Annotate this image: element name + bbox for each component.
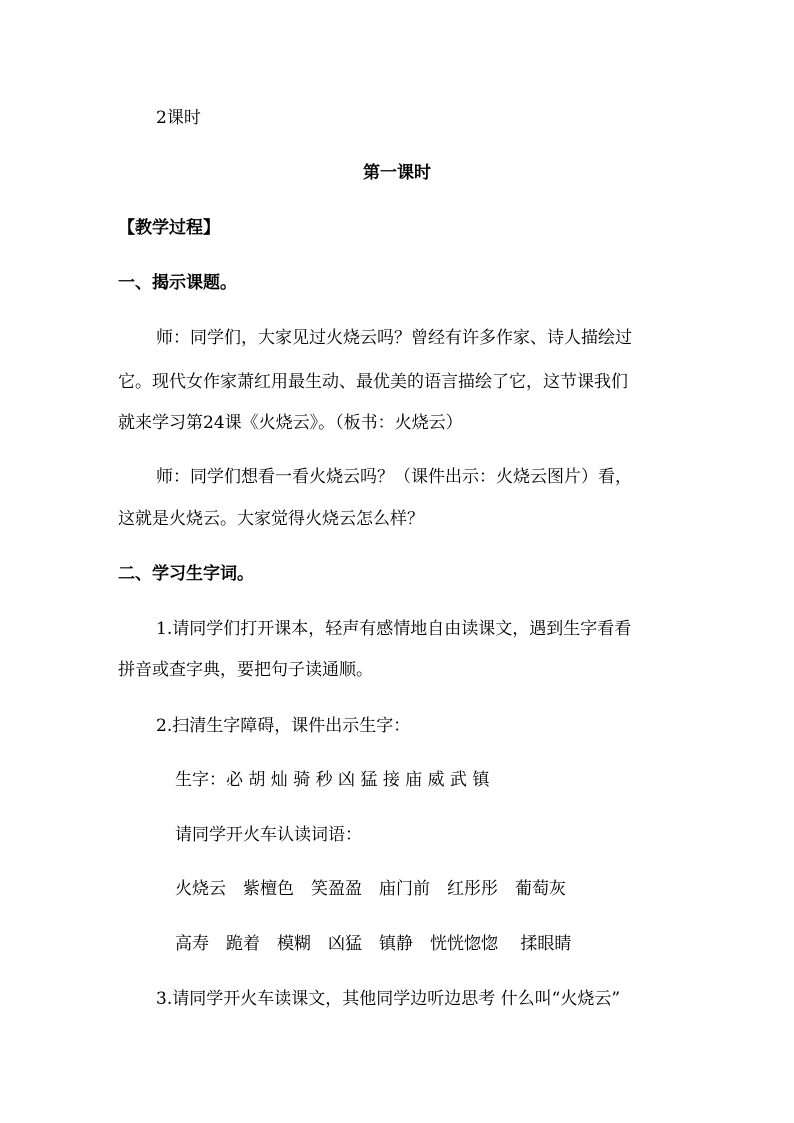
para2-line2: 这就是火烧云。大家觉得火烧云怎么样？: [118, 509, 424, 529]
part1-heading: 一、揭示课题。: [118, 273, 237, 293]
item1-line2: 拼音或查字典，要把句子读通顺。: [118, 660, 373, 680]
item1-line1: 1.请同学们打开课本，轻声有感情地自由读课文，遇到生字看看: [156, 619, 632, 639]
section-heading: 【教学过程】: [118, 218, 220, 238]
lesson-title: 第一课时: [363, 163, 431, 183]
words-row-2: 高寿 跪着 模糊 凶猛 镇静 恍恍惚惚 揉眼睛: [175, 934, 572, 954]
train-read-line: 请同学开火车认读词语：: [175, 825, 362, 845]
para1-line3: 就来学习第24课《火烧云》。（板书：火烧云）: [118, 413, 463, 433]
para1-line1: 师：同学们，大家见过火烧云吗？曾经有许多作家、诗人描绘过: [156, 328, 632, 348]
para1-line2: 它。现代女作家萧红用最生动、最优美的语言描绘了它，这节课我们: [118, 372, 628, 392]
item2-text: 2.扫清生字障碍，课件出示生字：: [156, 716, 411, 736]
item3-text: 3.请同学开火车读课文，其他同学边听边思考 什么叫“火烧云”: [156, 989, 621, 1009]
para2-line1: 师：同学们想看一看火烧云吗？（课件出示：火烧云图片）看，: [156, 467, 632, 487]
period-text: 2课时: [156, 108, 201, 128]
new-chars-line: 生字：必 胡 灿 骑 秒 凶 猛 接 庙 威 武 镇: [175, 770, 490, 790]
words-row-1: 火烧云 紫檀色 笑盈盈 庙门前 红彤彤 葡萄灰: [175, 879, 566, 899]
part2-heading: 二、学习生字词。: [118, 564, 254, 584]
